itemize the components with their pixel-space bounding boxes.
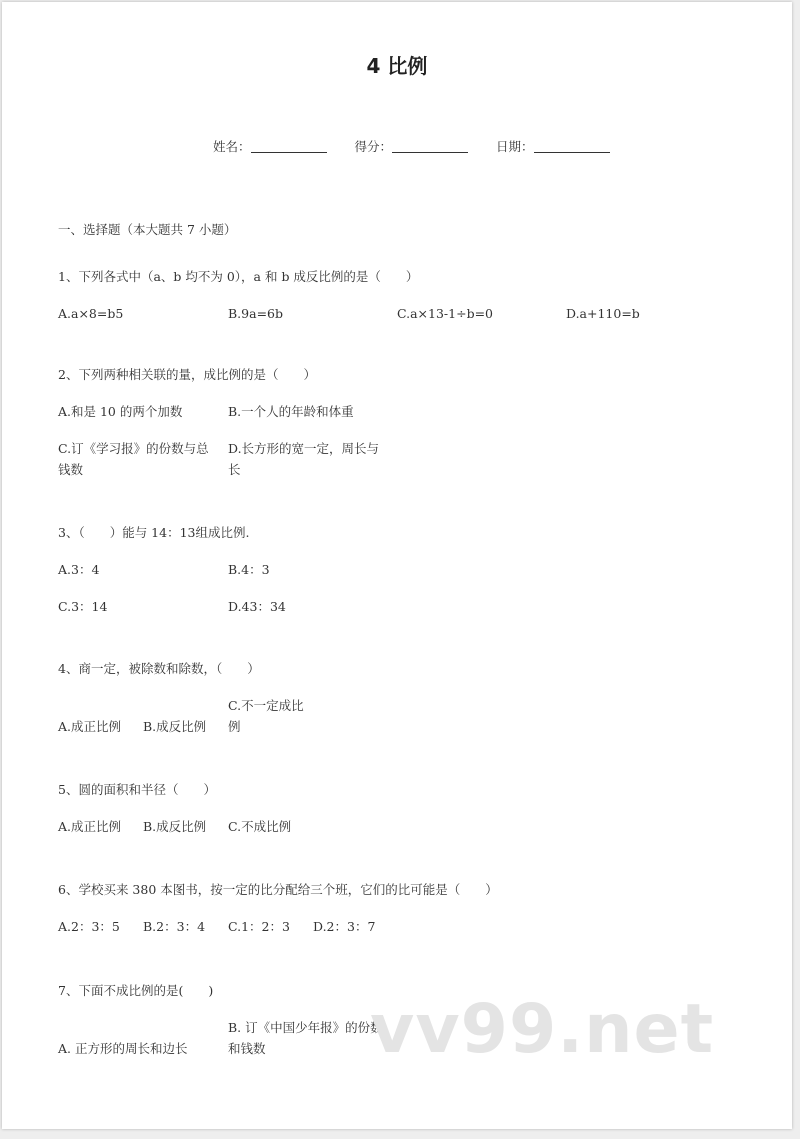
q4-option-c-line2: 例 [228, 719, 241, 734]
question-5: 5、圆的面积和半径（ ） [58, 782, 216, 797]
q2-option-c-line2: 钱数 [58, 462, 84, 477]
q3-option-b: B.4：3 [228, 562, 270, 577]
name-blank [251, 138, 327, 153]
question-3: 3、（ ）能与 14：13组成比例. [58, 525, 250, 540]
q4-option-b: B.成反比例 [143, 719, 207, 734]
section-heading: 一、选择题（本大题共 7 小题） [58, 222, 237, 237]
watermark-text: vv99.net [370, 990, 715, 1069]
q3-option-a: A.3：4 [58, 562, 100, 577]
question-1: 1、下列各式中（a、b 均不为 0），a 和 b 成反比例的是（ ） [58, 269, 419, 284]
q6-option-d: D.2：3：7 [313, 919, 376, 934]
q6-option-b: B.2：3：4 [143, 919, 206, 934]
q7-option-b-line1: B. 订《中国少年报》的份数 [228, 1020, 383, 1035]
q6-option-a: A.2：3：5 [58, 919, 120, 934]
q6-option-c: C.1：2：3 [228, 919, 290, 934]
q4-option-c-line1: C.不一定成比 [228, 698, 304, 713]
q2-option-a: A.和是 10 的两个加数 [58, 404, 183, 419]
q3-option-d: D.43：34 [228, 599, 286, 614]
question-2: 2、下列两种相关联的量，成比例的是（ ） [58, 367, 316, 382]
q1-option-c: C.a×13-1÷b=0 [397, 306, 494, 321]
q7-option-b-line2: 和钱数 [228, 1041, 266, 1056]
question-7: 7、下面不成比例的是( ) [58, 983, 214, 998]
name-label: 姓名： [213, 139, 251, 154]
date-blank [534, 138, 610, 153]
q2-option-c-line1: C.订《学习报》的份数与总 [58, 441, 209, 456]
q1-option-d: D.a+110=b [566, 306, 640, 321]
q5-option-c: C.不成比例 [228, 819, 292, 834]
q5-option-b: B.成反比例 [143, 819, 207, 834]
q4-option-a: A.成正比例 [58, 719, 122, 734]
q1-option-b: B.9a=6b [228, 306, 283, 321]
q2-option-d-line2: 长 [228, 462, 241, 477]
q7-option-a: A. 正方形的周长和边长 [58, 1041, 188, 1056]
q1-option-a: A.a×8=b5 [58, 306, 124, 321]
date-label: 日期： [496, 139, 534, 154]
score-label: 得分： [354, 139, 393, 154]
q5-option-a: A.成正比例 [58, 819, 122, 834]
header-fields [213, 137, 638, 157]
question-6: 6、学校买来 380 本图书，按一定的比分配给三个班，它们的比可能是（ ） [58, 882, 498, 897]
score-blank [392, 138, 468, 153]
q3-option-c: C.3：14 [58, 599, 108, 614]
page-title: 4 比例 [366, 54, 428, 78]
question-4: 4、商一定，被除数和除数，（ ） [58, 661, 260, 676]
q2-option-b: B.一个人的年龄和体重 [228, 404, 354, 419]
worksheet-page [2, 2, 792, 1129]
q2-option-d-line1: D.长方形的宽一定，周长与 [228, 441, 380, 456]
